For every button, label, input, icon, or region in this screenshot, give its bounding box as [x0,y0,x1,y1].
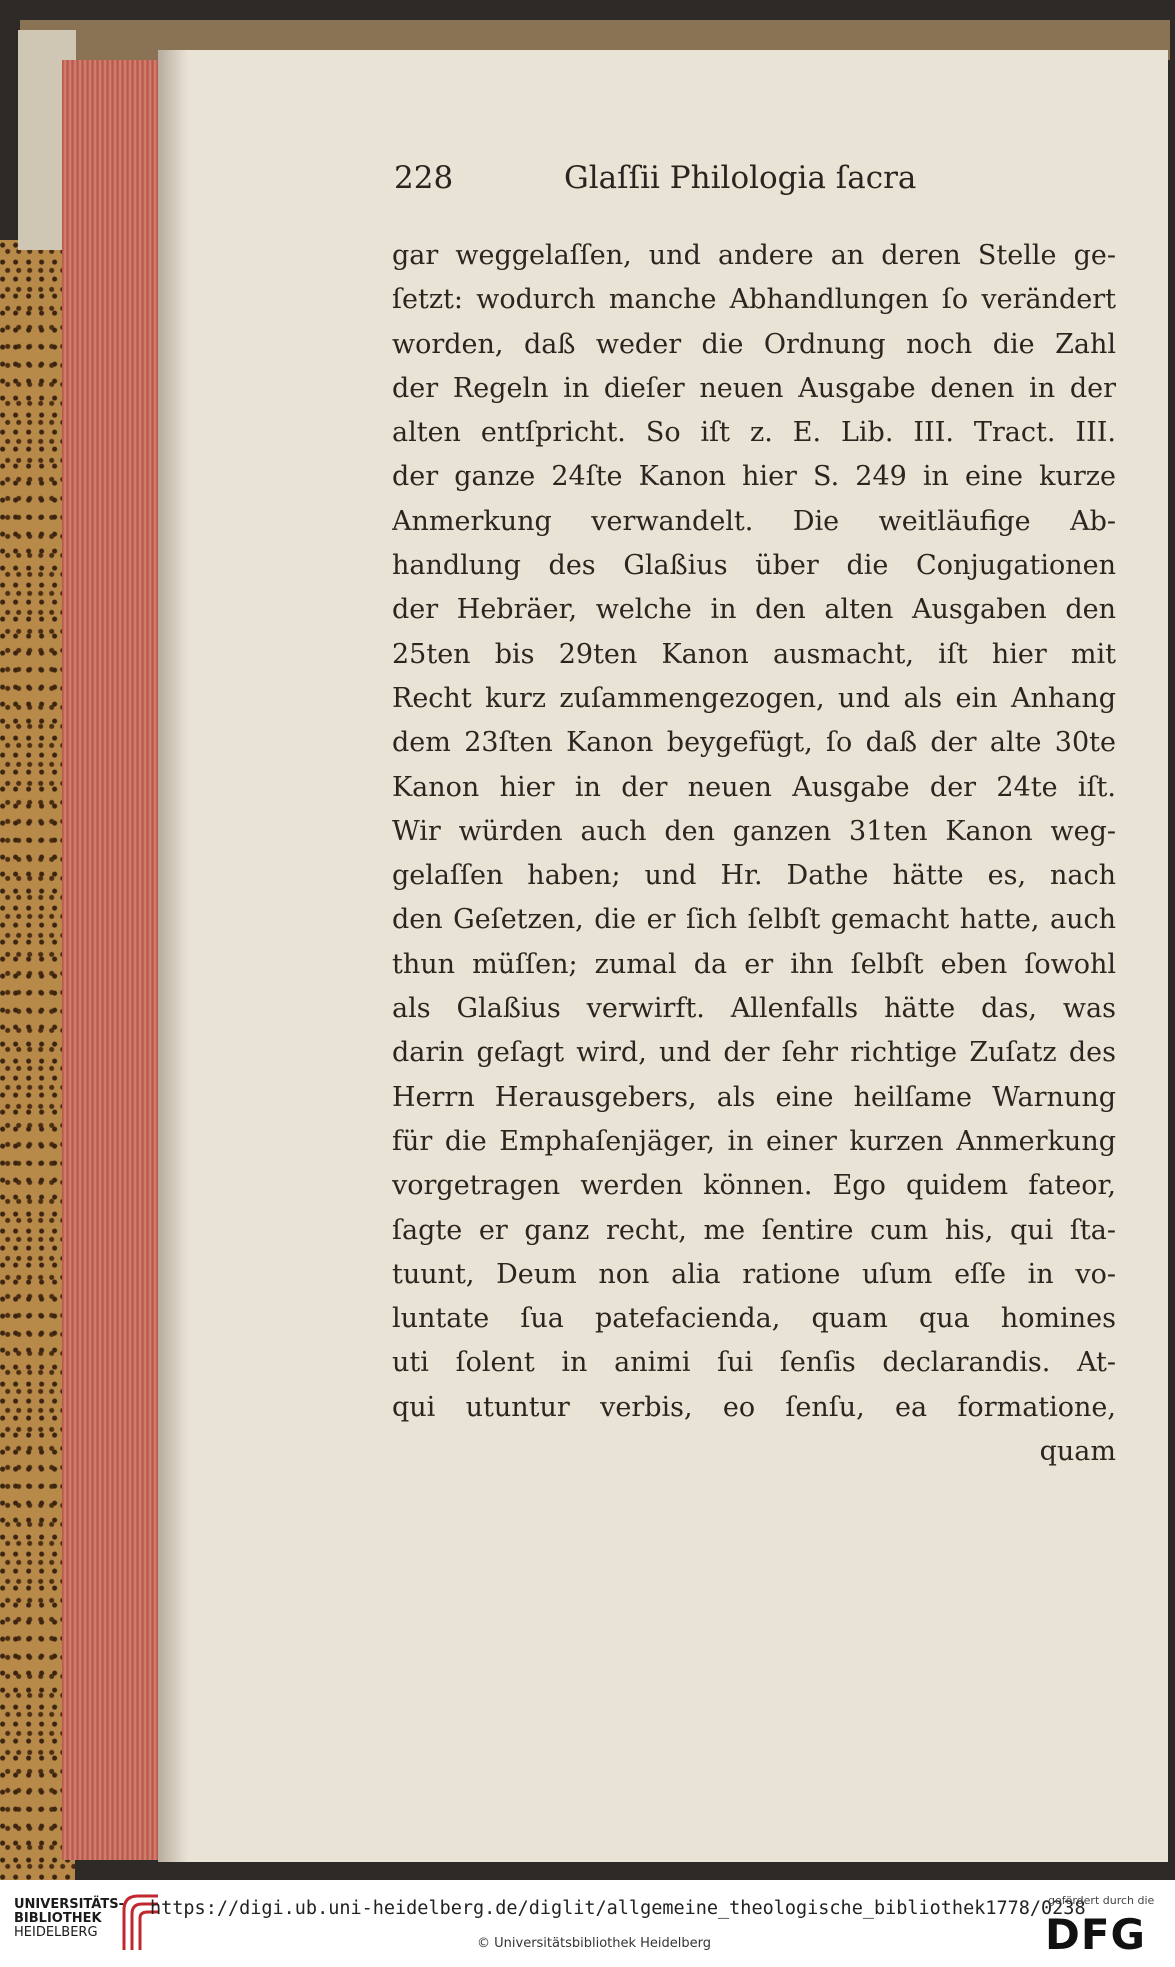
library-name-line3: HEIDELBERG [14,1925,98,1940]
text-line: 25ten bis 29ten Kanon ausmacht, iſt hier mit [392,638,1116,670]
library-name-line1: UNIVERSITÄTS- [14,1897,124,1912]
text-line: worden, daß weder die Ordnung noch die Zahl [392,328,1116,360]
text-line: darin geſagt wird, und der ſehr richtige Zuſatz des [392,1037,1116,1069]
text-line: den Geſetzen, die er ſich ſelbſt gemacht hatte, auch [392,904,1116,936]
funder-caption: gefördert durch die [1048,1894,1155,1907]
text-line: der Regeln in dieſer neuen Ausgabe denen in der [392,372,1116,404]
catchword: quam [1039,1436,1116,1468]
gutter-shadow [158,50,188,1862]
text-line: ſagte er ganz recht, me ſentire cum his, qui ſta- [392,1214,1116,1246]
text-line: der Hebräer, welche in den alten Ausgaben den [392,594,1116,626]
page-edge-red [62,60,167,1860]
copyright-notice: © Universitätsbibliothek Heidelberg [477,1936,712,1951]
text-line: Kanon hier in der neuen Ausgabe der 24te iſt. [392,771,1116,803]
permalink-url[interactable]: https://digi.ub.uni-heidelberg.de/diglit/allgemeine_theologische_bibliothek1778/0238 [150,1898,1086,1919]
text-line: ſetzt: wodurch manche Abhandlungen ſo verändert [392,284,1116,316]
text-line: luntate ſua patefacienda, quam qua homines [392,1303,1116,1335]
text-line: handlung des Glaßius über die Conjugationen [392,550,1116,582]
text-line: alten entſpricht. So iſt z. E. Lib. III. Tract. III. [392,417,1116,449]
text-line: Wir würden auch den ganzen 31ten Kanon weg- [392,815,1116,847]
page-header [394,160,1114,210]
library-name-line2: BIBLIOTHEK [14,1911,102,1926]
text-line: tuunt, Deum non alia ratione uſum eſſe in vo- [392,1258,1116,1290]
text-line: uti ſolent in animi ſui ſenſis declarandis. At- [392,1347,1116,1379]
body-text [392,234,1116,1474]
text-line: der ganze 24ſte Kanon hier S. 249 in eine kurze [392,461,1116,493]
text-line: Anmerkung verwandelt. Die weitläufige Ab- [392,505,1116,537]
text-line: qui utuntur verbis, eo ſenſu, ea formatione, [392,1391,1116,1423]
library-name [14,1898,124,1940]
text-line: thun müſſen; zumal da er ihn ſelbſt eben ſowohl [392,948,1116,980]
text-line: als Glaßius verwirft. Allenfalls hätte das, was [392,993,1116,1025]
viewer-footer [0,1880,1175,1967]
text-line: gar weggelaſſen, und andere an deren Stelle ge- [392,240,1116,271]
text-line: für die Emphaſenjäger, in einer kurzen Anmerkung [392,1125,1116,1157]
text-line: dem 23ſten Kanon beygefügt, ſo daß der alte 30te [392,727,1116,759]
running-title: Glaſſii Philologia ſacra [564,160,917,196]
text-line: Herrn Herausgebers, als eine heilſame Warnung [392,1081,1116,1113]
page-number: 228 [394,160,454,196]
text-line: gelaſſen haben; und Hr. Dathe hätte es, nach [392,860,1116,892]
text-line: Recht kurz zuſammengezogen, und als ein Anhang [392,682,1116,714]
text-line: vorgetragen werden können. Ego quidem fateor, [392,1170,1116,1202]
funder-logo: DFG [1045,1910,1147,1959]
